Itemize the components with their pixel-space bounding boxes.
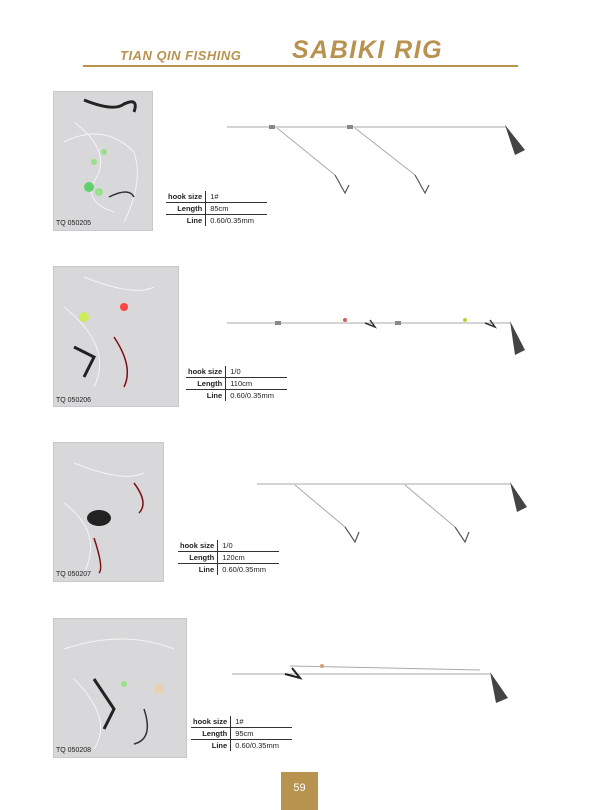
spec-value: 85cm [210,204,229,213]
spec-label: Length [178,552,218,564]
spec-label: hook size [166,191,206,203]
rig-photo-image [54,619,186,757]
header-divider [83,65,518,67]
product-code: TQ 050207 [56,571,92,578]
spec-label: Length [186,378,226,390]
spec-value: 95cm [235,729,254,738]
product-photo [53,618,187,758]
spec-label: hook size [178,540,218,552]
rig-photo-image [54,92,152,230]
spec-value: 0.60/0.35mm [210,216,254,225]
spec-table [186,366,287,401]
spec-value: 120cm [222,553,245,562]
spec-label: hook size [191,716,231,728]
spec-value: 1# [235,717,244,726]
spec-row [191,716,292,728]
product-code: TQ 050206 [56,397,92,404]
spec-label: Line [178,564,218,576]
spec-label: Line [166,215,206,227]
rig-diagram [225,305,535,365]
page-header [0,0,600,70]
product-photo [53,442,164,582]
spec-row [166,215,267,227]
page-title: SABIKI RIG [292,36,444,64]
spec-row [178,564,279,576]
spec-table [191,716,292,751]
product-code: TQ 050208 [56,747,92,754]
rig-photo-image [54,267,178,406]
spec-row [191,740,292,752]
spec-label: Length [191,728,231,740]
spec-row [186,378,287,390]
spec-row [186,366,287,378]
rig-diagram [225,115,535,200]
spec-value: 0.60/0.35mm [222,565,266,574]
spec-label: hook size [186,366,226,378]
rig-photo-image [54,443,163,581]
spec-value: 0.60/0.35mm [235,741,279,750]
spec-value: 0.60/0.35mm [230,391,274,400]
spec-value: 1# [210,192,219,201]
spec-value: 1/0 [222,541,233,550]
spec-value: 110cm [230,379,253,388]
spec-value: 1/0 [230,367,241,376]
brand-name: TIAN QIN FISHING [120,48,242,63]
spec-row [178,552,279,564]
product-photo [53,91,153,231]
spec-label: Line [186,390,226,402]
spec-row [166,203,267,215]
page-number: 59 [293,782,306,794]
rig-diagram [230,656,530,716]
spec-row [191,728,292,740]
spec-label: Line [191,740,231,752]
product-code: TQ 050205 [56,220,92,227]
product-photo [53,266,179,407]
rig-diagram [255,472,535,552]
spec-row [186,390,287,402]
spec-label: Length [166,203,206,215]
